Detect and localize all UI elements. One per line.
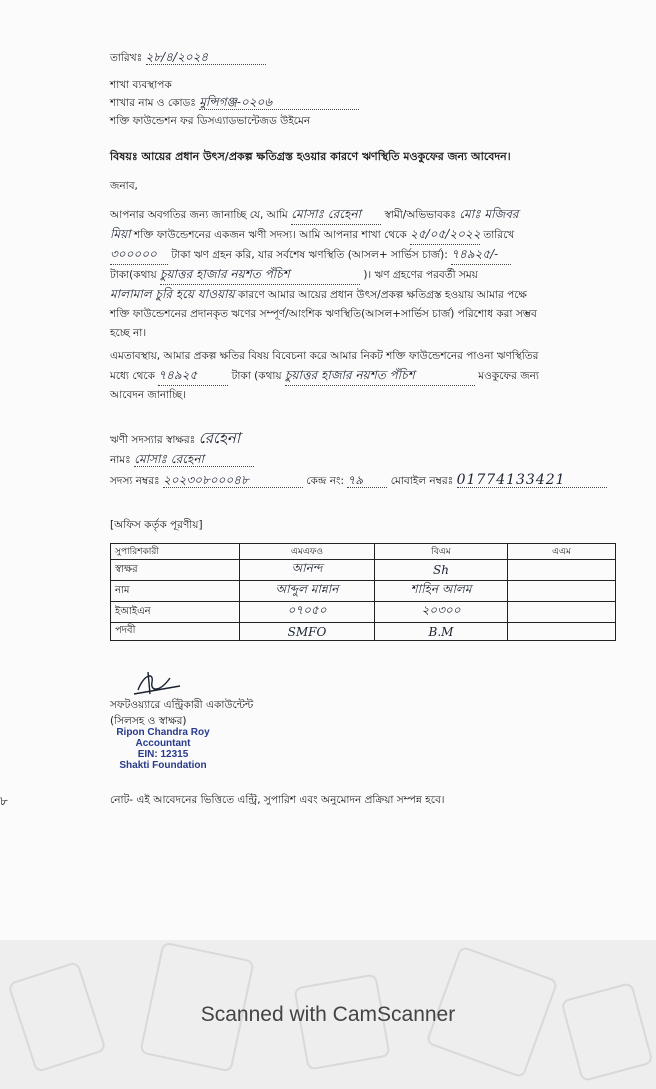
watermark-shape — [560, 982, 653, 1082]
table-header: সুপারিশকারী — [111, 544, 240, 560]
date-value: ২৮/৪/২০২৪ — [146, 50, 266, 65]
branch-value: মুন্সিগঞ্জ-০২০৬ — [199, 95, 359, 110]
accountant-seal-note: (সিলসহ ও স্বাক্ষর) — [110, 715, 187, 727]
body-text: হচ্ছে না। — [110, 327, 147, 339]
note-line: নোট- এই আবেদনের ভিত্তিতে এন্ট্রি, সুপারিশ এবং অনুমোদন প্রক্রিয়া সম্পন্ন হবে। — [110, 794, 445, 806]
body-text: মওকুফের জন্য — [478, 370, 539, 382]
loan-amount: ৩০০০০০ — [110, 245, 168, 265]
table-cell — [508, 623, 616, 641]
table-cell: শাহিন আলম — [375, 581, 508, 602]
table-cell: B.M — [375, 623, 508, 641]
table-row — [111, 623, 616, 641]
salutation: জনাব, — [110, 180, 138, 192]
body-text: টাকা (কথায় — [231, 370, 282, 382]
margin-mark: ৮ — [0, 794, 8, 808]
stamp-title: Accountant — [135, 738, 191, 749]
table-cell — [508, 560, 616, 581]
member-number-label: সদস্য নম্বরঃ — [110, 475, 160, 487]
table-header-row — [111, 544, 616, 560]
body-text: টাকা ঋণ গ্রহন করি, যার সর্বশেষ ঋণস্থিতি (আসল+ সার্ভিস চার্জ): — [171, 249, 448, 261]
balance-in-words: চুয়াত্তর হাজার নয়শত পঁচিশ — [160, 265, 360, 285]
table-row-label: ইআইএন — [111, 602, 240, 623]
body-text: আপনার অবগতির জন্য জানাচ্ছি যে, আমি — [110, 209, 288, 221]
body-text: শক্তি ফাউন্ডেশনের প্রদানকৃত ঋণের সম্পূর্ণ/আংশিক ঋণস্থিতি(আসল+সার্ভিস চার্জ) পরিশোধ করা সম্ভব — [110, 308, 537, 320]
body-text: এমতাবস্থায়, আমার প্রকল্প ক্ষতির বিষয় বিবেচনা করে আমার নিকট শক্তি ফাউন্ডেশনের পাওনা ঋণস্থিতির — [110, 350, 539, 362]
body-text: )। ঋণ গ্রহণের পরবর্তী সময় — [363, 269, 478, 281]
loss-reason: মালামাল চুরি হয়ে যাওয়ায় — [110, 287, 235, 301]
waive-amount-in-words: চুয়াত্তর হাজার নয়শত পঁচিশ — [285, 366, 475, 386]
borrower-name-line — [110, 452, 254, 467]
table-cell: SMFO — [240, 623, 375, 641]
guardian-name-cont: মিয়া — [110, 227, 131, 241]
table-cell: আনন্দ — [240, 560, 375, 581]
application-paragraph-2 — [110, 347, 620, 405]
table-row — [111, 560, 616, 581]
recipient-title: শাখা ব্যবস্থাপক — [110, 79, 172, 91]
body-text: তারিখে — [483, 229, 515, 241]
office-use-note: [অফিস কর্তৃক পূরণীয়] — [110, 519, 203, 531]
borrower-name: মোসাঃ রেহেনা — [134, 452, 254, 467]
table-row-label: নাম — [111, 581, 240, 602]
table-cell: ০৭০৫০ — [240, 602, 375, 623]
table-header: বিএম — [375, 544, 508, 560]
table-row — [111, 581, 616, 602]
body-text: টাকা(কথায় — [110, 269, 157, 281]
table-cell — [508, 602, 616, 623]
accountant-stamp — [104, 727, 222, 771]
center-number-label: কেন্দ্র নং: — [306, 475, 345, 487]
mobile-label: মোবাইল নম্বরঃ — [390, 475, 454, 487]
body-text: মধ্যে থেকে — [110, 370, 155, 382]
member-info-line — [110, 473, 607, 488]
borrower-signature-label: ঋণী সদস্যার স্বাক্ষরঃ — [110, 434, 196, 446]
branch-line — [110, 95, 359, 110]
table-header: এমএফও — [240, 544, 375, 560]
loan-balance: ৭৪৯২৫/- — [451, 245, 511, 265]
center-number: ৭৯ — [347, 473, 387, 488]
borrower-signature-line — [110, 431, 240, 447]
accountant-label: সফটওয়্যারে এন্ট্রিকারী একাউন্টেন্ট — [110, 699, 254, 711]
date-label: তারিখঃ — [110, 52, 143, 64]
table-row — [111, 602, 616, 623]
table-cell: আব্দুল মান্নান — [240, 581, 375, 602]
body-text: শক্তি ফাউন্ডেশনের একজন ঋণী সদস্য। আমি আপনার শাখা থেকে — [134, 229, 407, 241]
recommendation-table — [110, 543, 616, 641]
member-number: ২০২৩০৮০০০৪৮ — [163, 473, 303, 488]
mobile-number: 01774133421 — [457, 473, 607, 488]
table-cell: ২০৩০০ — [375, 602, 508, 623]
subject-line: বিষয়ঃ আয়ের প্রধান উৎস/প্রকল্প ক্ষতিগ্রস্ত হওয়ার কারণে ঋণস্থিতি মওকুফের জন্য আবেদন। — [110, 150, 511, 163]
table-row-label: পদবী — [111, 623, 240, 641]
stamp-ein: EIN: 12315 — [137, 749, 189, 760]
application-paragraph-1 — [110, 205, 620, 343]
stamp-name: Ripon Chandra Roy — [116, 727, 210, 738]
loan-date: ২৫/০৫/২০২২ — [410, 225, 480, 245]
guardian-name: মোঃ মজিবর — [459, 207, 519, 221]
body-text: স্বামী/অভিভাবকঃ — [384, 209, 456, 221]
accountant-signature — [130, 668, 190, 698]
organization-line: শক্তি ফাউন্ডেশন ফর ডিসএ্যাডভান্টেজড উইমেন — [110, 115, 311, 127]
scanner-watermark-text: Scanned with CamScanner — [200, 1003, 456, 1026]
waive-amount: ৭৪৯২৫ — [158, 366, 228, 386]
borrower-signature: রেহেনা — [198, 429, 241, 447]
borrower-name-label: নামঃ — [110, 454, 131, 466]
applicant-name: মোসাঃ রেহেনা — [291, 205, 381, 225]
table-row-label: স্বাক্ষর — [111, 560, 240, 581]
branch-label: শাখার নাম ও কোডঃ — [110, 97, 196, 109]
date-line — [110, 50, 266, 65]
stamp-org: Shakti Foundation — [119, 760, 207, 771]
body-text: আবেদন জানাচ্ছি। — [110, 389, 186, 401]
table-header: এএম — [508, 544, 616, 560]
table-cell: Sh — [375, 560, 508, 581]
table-cell — [508, 581, 616, 602]
body-text: কারণে আমার আয়ের প্রধান উৎস/প্রকল্প ক্ষতিগ্রস্ত হওয়ায় আমার পক্ষে — [237, 289, 527, 301]
